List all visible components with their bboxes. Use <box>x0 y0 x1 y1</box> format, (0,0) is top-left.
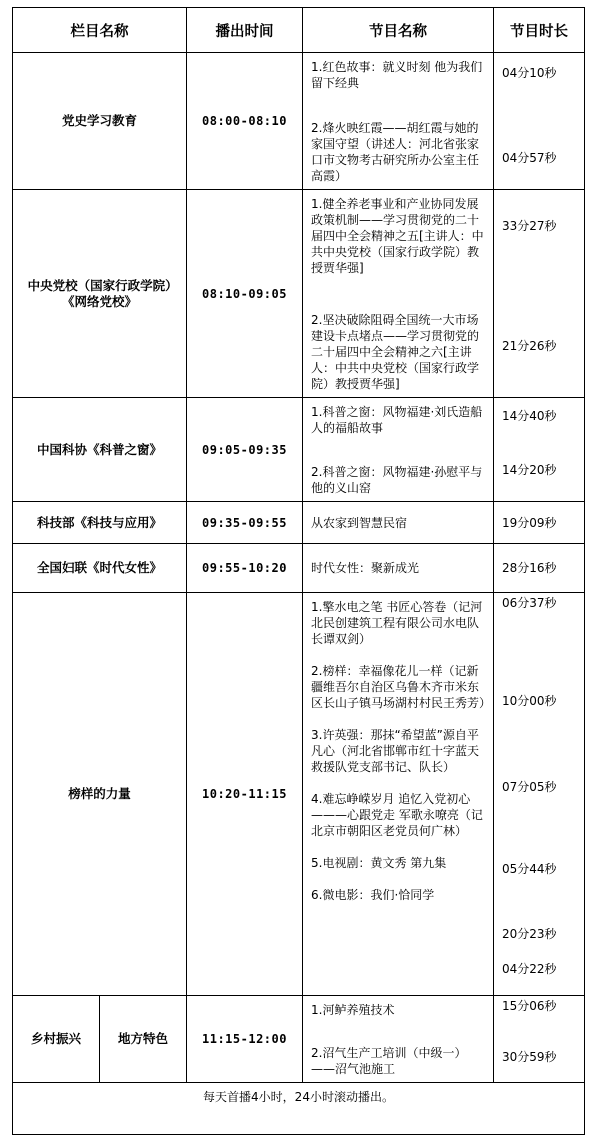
program-cell <box>303 593 494 996</box>
program-name: 2.科普之窗：风物福建·孙慰平与他的义山窑 <box>311 464 483 495</box>
duration: 04分22秒 <box>502 961 557 976</box>
column-name: 乡村振兴 <box>13 996 100 1083</box>
duration: 14分20秒 <box>502 462 557 477</box>
duration: 15分06秒 <box>502 998 557 1013</box>
program-name: 1.科普之窗：风物福建·刘氏造船人的福船故事 <box>311 404 483 435</box>
duration: 19分09秒 <box>494 502 585 544</box>
column-name: 榜样的力量 <box>13 593 187 996</box>
column-name: 党史学习教育 <box>13 53 187 190</box>
duration: 30分59秒 <box>502 1049 557 1064</box>
program-name: 1.红色故事：就义时刻 他为我们留下经典 <box>311 59 483 90</box>
program-cell <box>303 53 494 190</box>
air-time: 08:10-09:05 <box>187 190 303 398</box>
program-cell <box>303 398 494 502</box>
table-row <box>13 398 585 502</box>
duration: 06分37秒 <box>502 595 557 610</box>
duration-cell <box>494 53 585 190</box>
schedule-table <box>12 7 585 1135</box>
table-row <box>13 502 585 544</box>
sub-column-name: 地方特色 <box>100 996 187 1083</box>
duration: 10分00秒 <box>502 693 557 708</box>
header-row <box>13 8 585 53</box>
duration: 28分16秒 <box>494 544 585 593</box>
header-air-time: 播出时间 <box>187 8 303 53</box>
table-row <box>13 53 585 190</box>
program-name: 2.榜样：幸福像花儿一样（记新疆维吾尔自治区乌鲁木齐市米东区长山子镇马场湖村村民王秀芳） <box>311 663 492 710</box>
air-time: 09:05-09:35 <box>187 398 303 502</box>
column-name: 中央党校（国家行政学院）《网络党校》 <box>13 190 187 398</box>
duration-cell <box>494 593 585 996</box>
footer-row <box>13 1083 585 1135</box>
program-name: 3.许英强：那抹“希望蓝”源自平凡心（河北省邯郸市红十字蓝天救援队党支部书记、队长） <box>311 727 480 774</box>
duration: 21分26秒 <box>502 338 557 353</box>
program-name: 2.烽火映红霞——胡红霞与她的家国守望（讲述人：河北省张家口市文物考古研究所办公室主任高霞） <box>311 120 480 183</box>
program-name: 1.擎水电之笔 书匠心答卷（记河北民创建筑工程有限公司水电队长谭双剑） <box>311 599 483 646</box>
program-name: 从农家到智慧民宿 <box>303 502 494 544</box>
duration-cell <box>494 398 585 502</box>
duration-cell <box>494 996 585 1083</box>
program-name: 时代女性：聚新成光 <box>303 544 494 593</box>
program-name: 1.健全养老事业和产业协同发展政策机制——学习贯彻党的二十届四中全会精神之五[主讲人：中共中央党校（国家行政学院）教授贾华强] <box>311 196 484 275</box>
column-name: 中国科协《科普之窗》 <box>13 398 187 502</box>
duration-cell <box>494 190 585 398</box>
header-column-name: 栏目名称 <box>13 8 187 53</box>
air-time: 11:15-12:00 <box>187 996 303 1083</box>
air-time: 09:35-09:55 <box>187 502 303 544</box>
program-name: 1.河鲈养殖技术 <box>311 1002 395 1017</box>
header-duration: 节目时长 <box>494 8 585 53</box>
air-time: 09:55-10:20 <box>187 544 303 593</box>
program-name: 6.微电影：我们·恰同学 <box>311 887 435 902</box>
column-name: 全国妇联《时代女性》 <box>13 544 187 593</box>
air-time: 08:00-08:10 <box>187 53 303 190</box>
footer-note: 每天首播4小时，24小时滚动播出。 <box>13 1083 585 1135</box>
program-name: 2.坚决破除阻碍全国统一大市场建设卡点堵点——学习贯彻党的二十届四中全会精神之六[主讲人：中共中央党校（国家行政学院）教授贾华强] <box>311 312 480 391</box>
duration: 07分05秒 <box>502 779 557 794</box>
program-name: 5.电视剧：黄文秀 第九集 <box>311 855 447 870</box>
duration: 04分10秒 <box>502 65 557 80</box>
column-name: 科技部《科技与应用》 <box>13 502 187 544</box>
table-row <box>13 190 585 398</box>
header-program-name: 节目名称 <box>303 8 494 53</box>
duration: 14分40秒 <box>502 408 557 423</box>
duration: 33分27秒 <box>502 218 557 233</box>
duration: 20分23秒 <box>502 926 557 941</box>
program-cell <box>303 190 494 398</box>
table-row <box>13 544 585 593</box>
duration: 04分57秒 <box>502 150 557 165</box>
program-cell <box>303 996 494 1083</box>
program-name: 2.沼气生产工培训（中级一）——沼气池施工 <box>311 1045 467 1076</box>
program-name: 4.难忘峥嵘岁月 追忆入党初心———心跟党走 军歌永嘹亮（记北京市朝阳区老党员何广林） <box>311 791 483 838</box>
table-row <box>13 996 585 1083</box>
air-time: 10:20-11:15 <box>187 593 303 996</box>
table-row <box>13 593 585 996</box>
duration: 05分44秒 <box>502 861 557 876</box>
